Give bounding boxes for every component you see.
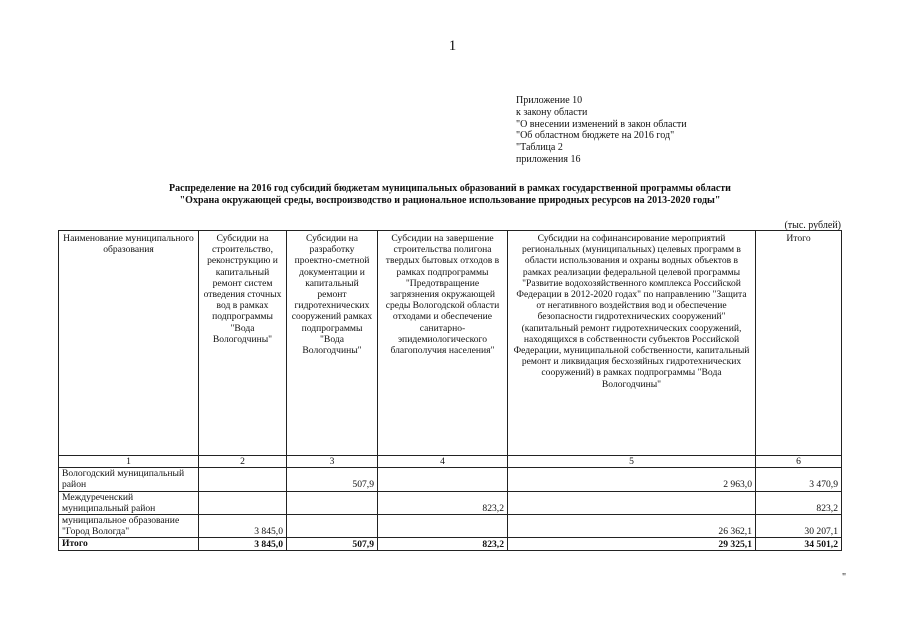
cell-value: 30 207,1	[756, 515, 842, 538]
page-number: 1	[448, 38, 457, 54]
total-value: 29 325,1	[508, 538, 756, 551]
cell-value: 823,2	[756, 491, 842, 514]
cell-value	[378, 515, 508, 538]
total-value: 34 501,2	[756, 538, 842, 551]
cell-value: 2 963,0	[508, 468, 756, 491]
total-row	[59, 538, 842, 551]
appendix-reference	[516, 95, 687, 166]
column-number: 4	[378, 456, 508, 468]
column-number: 3	[287, 456, 378, 468]
cell-value	[199, 468, 287, 491]
header-subsidy-hydro-design: Субсидии на разработку проектно-сметной документации и капитальный ремонт гидротехнических сооружений рамках подпрограммы "Вода Вологодчины"	[287, 231, 378, 456]
total-label: Итого	[59, 538, 199, 551]
appendix-line: к закону области	[516, 106, 588, 118]
cell-value	[508, 491, 756, 514]
header-subsidy-water-program: Субсидии на софинансирование мероприятий региональных (муниципальных) целевых программ в области использования и охраны водных объектов в рамках реализации федеральной целевой программы "Развитие водохозяйственного комплекса Российской Федерации в 2012-2020 годах" по направлению "Защита от негативного воздействия вод и обеспечение безопасности гидротехнических сооружений" (капитальный ремонт гидротехнических сооружений, находящихся в собственности субъектов Российской Федерации, муниципальной собственности, капитальный ремонт и ликвидация бесхозяйных гидротехнических сооружений) в рамках подпрограммы "Вода Вологодчины"	[508, 231, 756, 456]
total-value: 823,2	[378, 538, 508, 551]
cell-value: 26 362,1	[508, 515, 756, 538]
header-subsidy-sewage: Субсидии на строительство, реконструкцию и капитальный ремонт систем отведения сточных вод в рамках подпрограммы "Вода Вологодчины"	[199, 231, 287, 456]
column-number: 6	[756, 456, 842, 468]
appendix-line: "Таблица 2	[516, 142, 563, 154]
cell-value	[287, 491, 378, 514]
document-title	[60, 183, 840, 207]
row-municipality-name: муниципальное образование "Город Вологда"	[59, 515, 199, 538]
appendix-line: "О внесении изменений в закон области	[516, 118, 687, 130]
title-line: "Охрана окружающей среды, воспроизводство и рациональное использование природных ресурсов на 2013-2020 годы"	[179, 195, 721, 206]
row-municipality-name: Вологодский муниципальный район	[59, 468, 199, 491]
cell-value: 3 845,0	[199, 515, 287, 538]
appendix-line: приложения 16	[516, 153, 581, 165]
column-number: 2	[199, 456, 287, 468]
row-municipality-name: Междуреченский муниципальный район	[59, 491, 199, 514]
total-value: 3 845,0	[199, 538, 287, 551]
total-value: 507,9	[287, 538, 378, 551]
appendix-line: "Об областном бюджете на 2016 год"	[516, 130, 675, 142]
cell-value	[199, 491, 287, 514]
cell-value: 823,2	[378, 491, 508, 514]
table-header-row	[59, 231, 842, 456]
column-number: 5	[508, 456, 756, 468]
header-subsidy-landfill: Субсидии на завершение строительства полигона твердых бытовых отходов в рамках подпрограммы "Предотвращение загрязнения окружающей среды Вологодской области отходами и обеспечение санитарно-эпидемиологического благополучия населения"	[378, 231, 508, 456]
column-number-row	[59, 456, 842, 468]
table-row	[59, 468, 842, 491]
units-label: (тыс. рублей)	[784, 220, 841, 231]
closing-quote: "	[842, 572, 847, 583]
header-municipality: Наименование муниципального образования	[59, 231, 199, 456]
title-line: Распределение на 2016 год субсидий бюджетам муниципальных образований в рамках государственной программы области	[169, 183, 731, 194]
header-total: Итого	[756, 231, 842, 456]
cell-value: 3 470,9	[756, 468, 842, 491]
cell-value	[287, 515, 378, 538]
table-row	[59, 515, 842, 538]
column-number: 1	[59, 456, 199, 468]
appendix-line: Приложение 10	[516, 95, 583, 106]
table-row	[59, 491, 842, 514]
cell-value	[378, 468, 508, 491]
subsidy-table	[58, 230, 842, 551]
cell-value: 507,9	[287, 468, 378, 491]
